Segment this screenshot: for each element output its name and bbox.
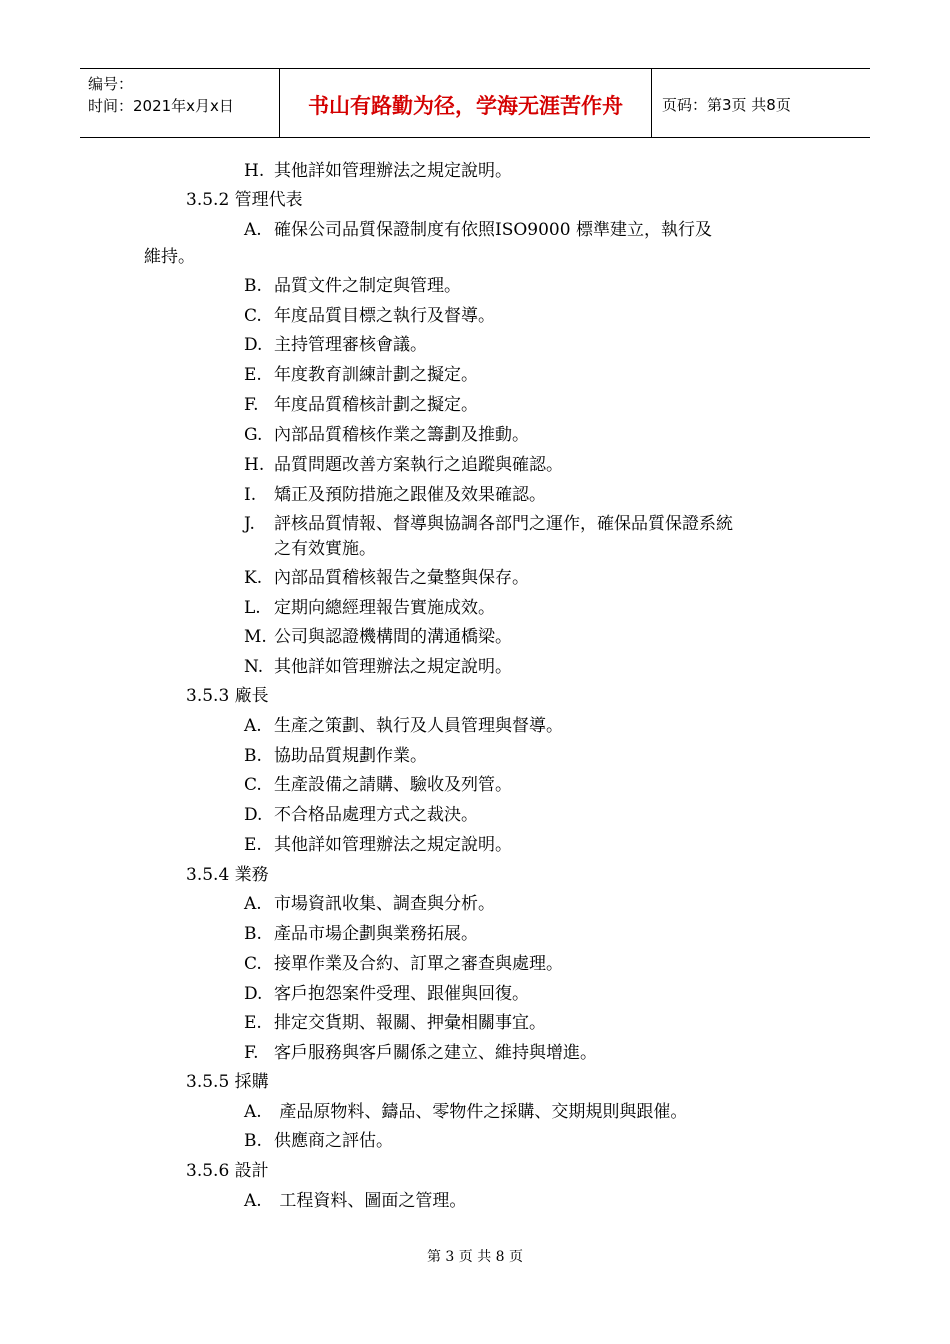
wrapped-text: 維持。 bbox=[144, 247, 195, 267]
list-item-text: 客戶服務與客戶關係之建立、維持與增進。 bbox=[274, 1043, 597, 1063]
list-item-text: 客戶抱怨案件受理、跟催與回復。 bbox=[274, 984, 529, 1004]
list-item-text: 內部品質稽核作業之籌劃及推動。 bbox=[274, 425, 529, 445]
list-item bbox=[244, 656, 512, 678]
list-item-key: D. bbox=[244, 805, 263, 825]
list-item-key: J. bbox=[244, 514, 255, 534]
list-item bbox=[244, 305, 495, 327]
list-item-key: K. bbox=[244, 568, 263, 588]
list-item-text: 確保公司品質保證制度有依照ISO9000 標準建立，執行及 bbox=[274, 220, 712, 240]
list-item-text: 定期向總經理報告實施成效。 bbox=[274, 598, 495, 618]
list-item-text: 協助品質規劃作業。 bbox=[274, 746, 427, 766]
list-item-text: 供應商之評估。 bbox=[274, 1131, 393, 1151]
list-item-key: B. bbox=[244, 924, 262, 944]
list-item-key: N. bbox=[244, 657, 264, 677]
list-item bbox=[244, 364, 478, 386]
list-item-key: A. bbox=[244, 1102, 262, 1122]
list-item bbox=[244, 1012, 546, 1034]
list-item-key: G. bbox=[244, 425, 263, 445]
list-item bbox=[244, 953, 563, 975]
list-item-text: 評核品質情報、督導與協調各部門之運作，確保品質保證系統 bbox=[274, 514, 733, 534]
document-time-label: 时间：2021年x月x日 bbox=[88, 97, 234, 115]
list-item-text: 年度品質稽核計劃之擬定。 bbox=[274, 395, 478, 415]
list-item-key: D. bbox=[244, 335, 263, 355]
list-item-key: E. bbox=[244, 365, 262, 385]
list-item bbox=[244, 1190, 466, 1212]
list-item bbox=[244, 219, 712, 241]
list-item bbox=[244, 454, 563, 476]
list-item-text: 生產設備之請購、驗收及列管。 bbox=[274, 775, 512, 795]
list-item-key: A. bbox=[244, 220, 262, 240]
list-item-key: A. bbox=[244, 716, 262, 736]
list-item-key: B. bbox=[244, 276, 262, 296]
list-item-key: I. bbox=[244, 485, 257, 505]
section-heading: 3.5.5 採購 bbox=[186, 1072, 269, 1092]
list-item bbox=[244, 513, 733, 535]
list-item bbox=[244, 1042, 597, 1064]
section-heading: 3.5.2 管理代表 bbox=[186, 190, 303, 210]
list-item-text: 品質問題改善方案執行之追蹤與確認。 bbox=[274, 455, 563, 475]
list-item bbox=[244, 715, 563, 737]
list-item-text: 品質文件之制定與管理。 bbox=[274, 276, 461, 296]
list-item bbox=[244, 567, 529, 589]
list-item bbox=[244, 484, 546, 506]
list-item-key: M. bbox=[244, 627, 267, 647]
list-item bbox=[244, 160, 512, 182]
list-item-key: B. bbox=[244, 1131, 262, 1151]
list-item-text: 年度品質目標之執行及督導。 bbox=[274, 306, 495, 326]
list-item-text: 不合格品處理方式之裁決。 bbox=[274, 805, 478, 825]
list-item bbox=[244, 923, 478, 945]
list-item bbox=[244, 745, 427, 767]
list-item bbox=[244, 394, 478, 416]
list-item bbox=[244, 424, 529, 446]
section-heading: 3.5.4 業務 bbox=[186, 865, 269, 885]
list-item-text: 矯正及預防措施之跟催及效果確認。 bbox=[274, 485, 546, 505]
list-item bbox=[244, 1101, 687, 1123]
list-item-key: C. bbox=[244, 954, 262, 974]
list-item-text: 產品原物料、鑄品、零物件之採購、交期規則與跟催。 bbox=[274, 1102, 688, 1122]
header-meta bbox=[80, 69, 280, 137]
list-item-key: H. bbox=[244, 161, 265, 181]
continued-text: 之有效實施。 bbox=[274, 539, 376, 559]
list-item bbox=[244, 597, 495, 619]
list-item-key: E. bbox=[244, 835, 262, 855]
list-item-key: H. bbox=[244, 455, 265, 475]
list-item-key: D. bbox=[244, 984, 263, 1004]
section-heading: 3.5.3 廠長 bbox=[186, 686, 269, 706]
list-item-key: C. bbox=[244, 306, 262, 326]
list-item-text: 其他詳如管理辦法之規定說明。 bbox=[274, 657, 512, 677]
list-item bbox=[244, 774, 512, 796]
list-item bbox=[244, 1130, 393, 1152]
list-item-text: 工程資料、圖面之管理。 bbox=[274, 1191, 467, 1211]
header-motto: 书山有路勤为径，学海无涯苦作舟 bbox=[280, 69, 652, 137]
list-item-key: E. bbox=[244, 1013, 262, 1033]
list-item bbox=[244, 893, 495, 915]
list-item bbox=[244, 983, 529, 1005]
list-item-key: F. bbox=[244, 395, 259, 415]
list-item-key: A. bbox=[244, 894, 262, 914]
page-footer: 第 3 页 共 8 页 bbox=[426, 1249, 524, 1265]
list-item-text: 接單作業及合約、訂單之審查與處理。 bbox=[274, 954, 563, 974]
list-item-text: 生產之策劃、執行及人員管理與督導。 bbox=[274, 716, 563, 736]
list-item-text: 排定交貨期、報關、押彙相關事宜。 bbox=[274, 1013, 546, 1033]
list-item-key: C. bbox=[244, 775, 262, 795]
list-item bbox=[244, 334, 427, 356]
list-item-text: 市場資訊收集、調查與分析。 bbox=[274, 894, 495, 914]
section-heading: 3.5.6 設計 bbox=[186, 1161, 269, 1181]
list-item-text: 其他詳如管理辦法之規定說明。 bbox=[274, 835, 512, 855]
document-number-label: 编号： bbox=[88, 75, 134, 93]
list-item-key: A. bbox=[244, 1191, 262, 1211]
list-item-text: 年度教育訓練計劃之擬定。 bbox=[274, 365, 478, 385]
list-item bbox=[244, 834, 512, 856]
list-item-text: 內部品質稽核報告之彙整與保存。 bbox=[274, 568, 529, 588]
list-item bbox=[244, 275, 461, 297]
list-item-key: B. bbox=[244, 746, 262, 766]
list-item-text: 其他詳如管理辦法之規定說明。 bbox=[274, 161, 512, 181]
list-item-text: 產品市場企劃與業務拓展。 bbox=[274, 924, 478, 944]
list-item bbox=[244, 626, 512, 648]
header-page-label: 页码：第3页 共8页 bbox=[662, 95, 791, 114]
list-item bbox=[244, 804, 478, 826]
document-header bbox=[80, 68, 870, 138]
list-item-text: 主持管理審核會議。 bbox=[274, 335, 427, 355]
list-item-key: F. bbox=[244, 1043, 259, 1063]
list-item-text: 公司與認證機構間的溝通橋梁。 bbox=[274, 627, 512, 647]
list-item-key: L. bbox=[244, 598, 261, 618]
